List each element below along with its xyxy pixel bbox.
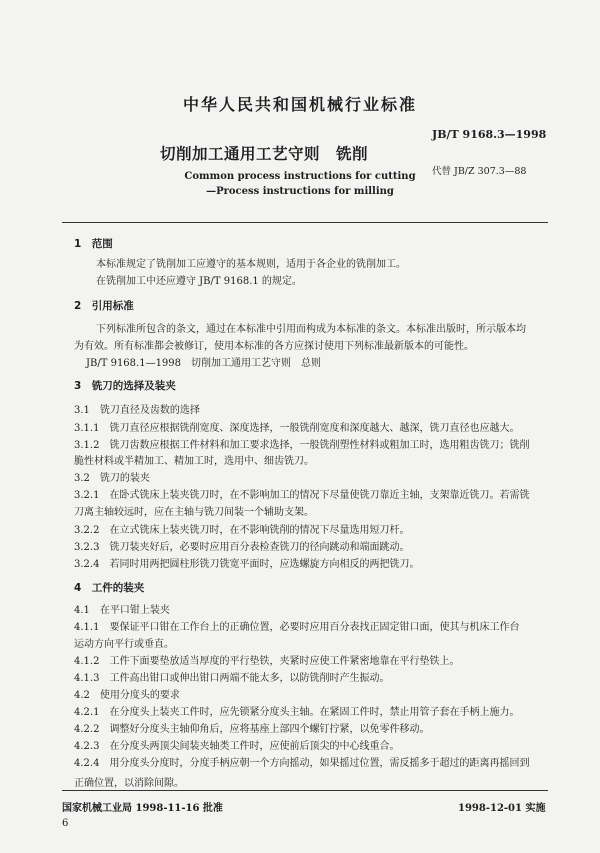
header-divider: [62, 222, 548, 223]
clause: 3.1.2 铣刀齿数应根据工件材料和加工要求选择，一般铣削塑性材料或粗加工时，选用粗齿铣刀；铣削: [74, 440, 530, 451]
clause: 4.2.2 调整好分度头主轴仰角后，应将基座上部四个螺钉拧紧，以免零件移动。: [74, 724, 430, 735]
footer-divider: [62, 790, 548, 791]
document-title: 切削加工通用工艺守则 铣削: [160, 145, 369, 163]
clause: 3.2 铣刀的装夹: [74, 473, 150, 484]
clause: 4.2 使用分度头的要求: [74, 690, 180, 701]
clause: 3.2.3 铣刀装夹好后，必要时应用百分表检查铣刀的径向跳动和端面跳动。: [74, 542, 410, 553]
section-1-heading: 1 范围: [74, 238, 113, 250]
paragraph: 在铣削加工中还应遵守 JB/T 9168.1 的规定。: [96, 276, 302, 287]
clause: 正确位置，以消除间隙。: [74, 778, 184, 789]
section-3-heading: 3 铣刀的选择及装夹: [74, 380, 176, 392]
english-title-line-1: Common process instructions for cutting: [184, 171, 416, 182]
clause: 4.2.3 在分度头两顶尖间装夹轴类工件时，应使前后顶尖的中心线重合。: [74, 741, 400, 752]
clause: 4.2.4 用分度头分度时，分度手柄应朝一个方向摇动，如果摇过位置，需反摇多于超过的距离再摇回到: [74, 758, 530, 769]
standard-title: 中华人民共和国机械行业标准: [182, 95, 417, 114]
clause: 4.2.1 在分度头上装夹工件时，应先锁紧分度头主轴。在紧固工件时，禁止用管子套在手柄上施力。: [74, 707, 520, 718]
clause: 4.1.3 工件高出钳口或伸出钳口两端不能太多，以防铣削时产生振动。: [74, 673, 390, 684]
clause: 4.1.1 要保证平口钳在工作台上的正确位置，必要时应用百分表找正固定钳口面，使其与机床工作台: [74, 622, 520, 633]
approval-date: 国家机械工业局 1998-11-16 批准: [62, 803, 223, 814]
standard-number: JB/T 9168.3—1998: [432, 128, 547, 141]
clause: 3.2.2 在立式铣床上装夹铣刀时，在不影响铣削的情况下尽量选用短刀杆。: [74, 525, 410, 536]
replaces-note: 代替 JB/Z 307.3—88: [432, 166, 527, 177]
clause: 4.1.2 工件下面要垫放适当厚度的平行垫铁，夹紧时应使工件紧密地靠在平行垫铁上。: [74, 656, 460, 667]
clause: 刀离主轴较远时，应在主轴与铣刀间装一个辅助支架。: [74, 507, 314, 518]
clause: 脆性材料或半精加工、精加工时，选用中、细齿铣刀。: [74, 456, 314, 467]
reference-entry: JB/T 9168.1—1998 切削加工通用工艺守则 总则: [86, 358, 322, 369]
paragraph: 本标准规定了铣削加工应遵守的基本规则，适用于各企业的铣削加工。: [96, 259, 406, 270]
clause: 运动方向平行或垂直。: [74, 639, 174, 650]
english-title-line-2: —Process instructions for milling: [206, 186, 394, 197]
clause: 3.1.1 铣刀直径应根据铣削宽度、深度选择，一般铣削宽度和深度越大、越深，铣刀直径也应越大。: [74, 423, 520, 434]
page-number: 6: [62, 818, 69, 829]
clause: 3.2.4 若同时用两把圆柱形铣刀铣宽平面时，应选螺旋方向相反的两把铣刀。: [74, 559, 420, 570]
clause: 3.1 铣刀直径及齿数的选择: [74, 405, 200, 416]
implementation-date: 1998-12-01 实施: [458, 803, 546, 814]
section-2-heading: 2 引用标准: [74, 300, 134, 312]
section-4-heading: 4 工件的装夹: [74, 582, 145, 594]
clause: 4.1 在平口钳上装夹: [74, 605, 170, 616]
paragraph: 下列标准所包含的条文，通过在本标准中引用而构成为本标准的条文。本标准出版时，所示版本均: [96, 324, 526, 335]
paragraph: 为有效。所有标准都会被修订，使用本标准的各方应探讨使用下列标准最新版本的可能性。: [74, 341, 474, 352]
clause: 3.2.1 在卧式铣床上装夹铣刀时，在不影响加工的情况下尽量使铣刀靠近主轴，支架靠近铣刀。若需铣: [74, 490, 530, 501]
